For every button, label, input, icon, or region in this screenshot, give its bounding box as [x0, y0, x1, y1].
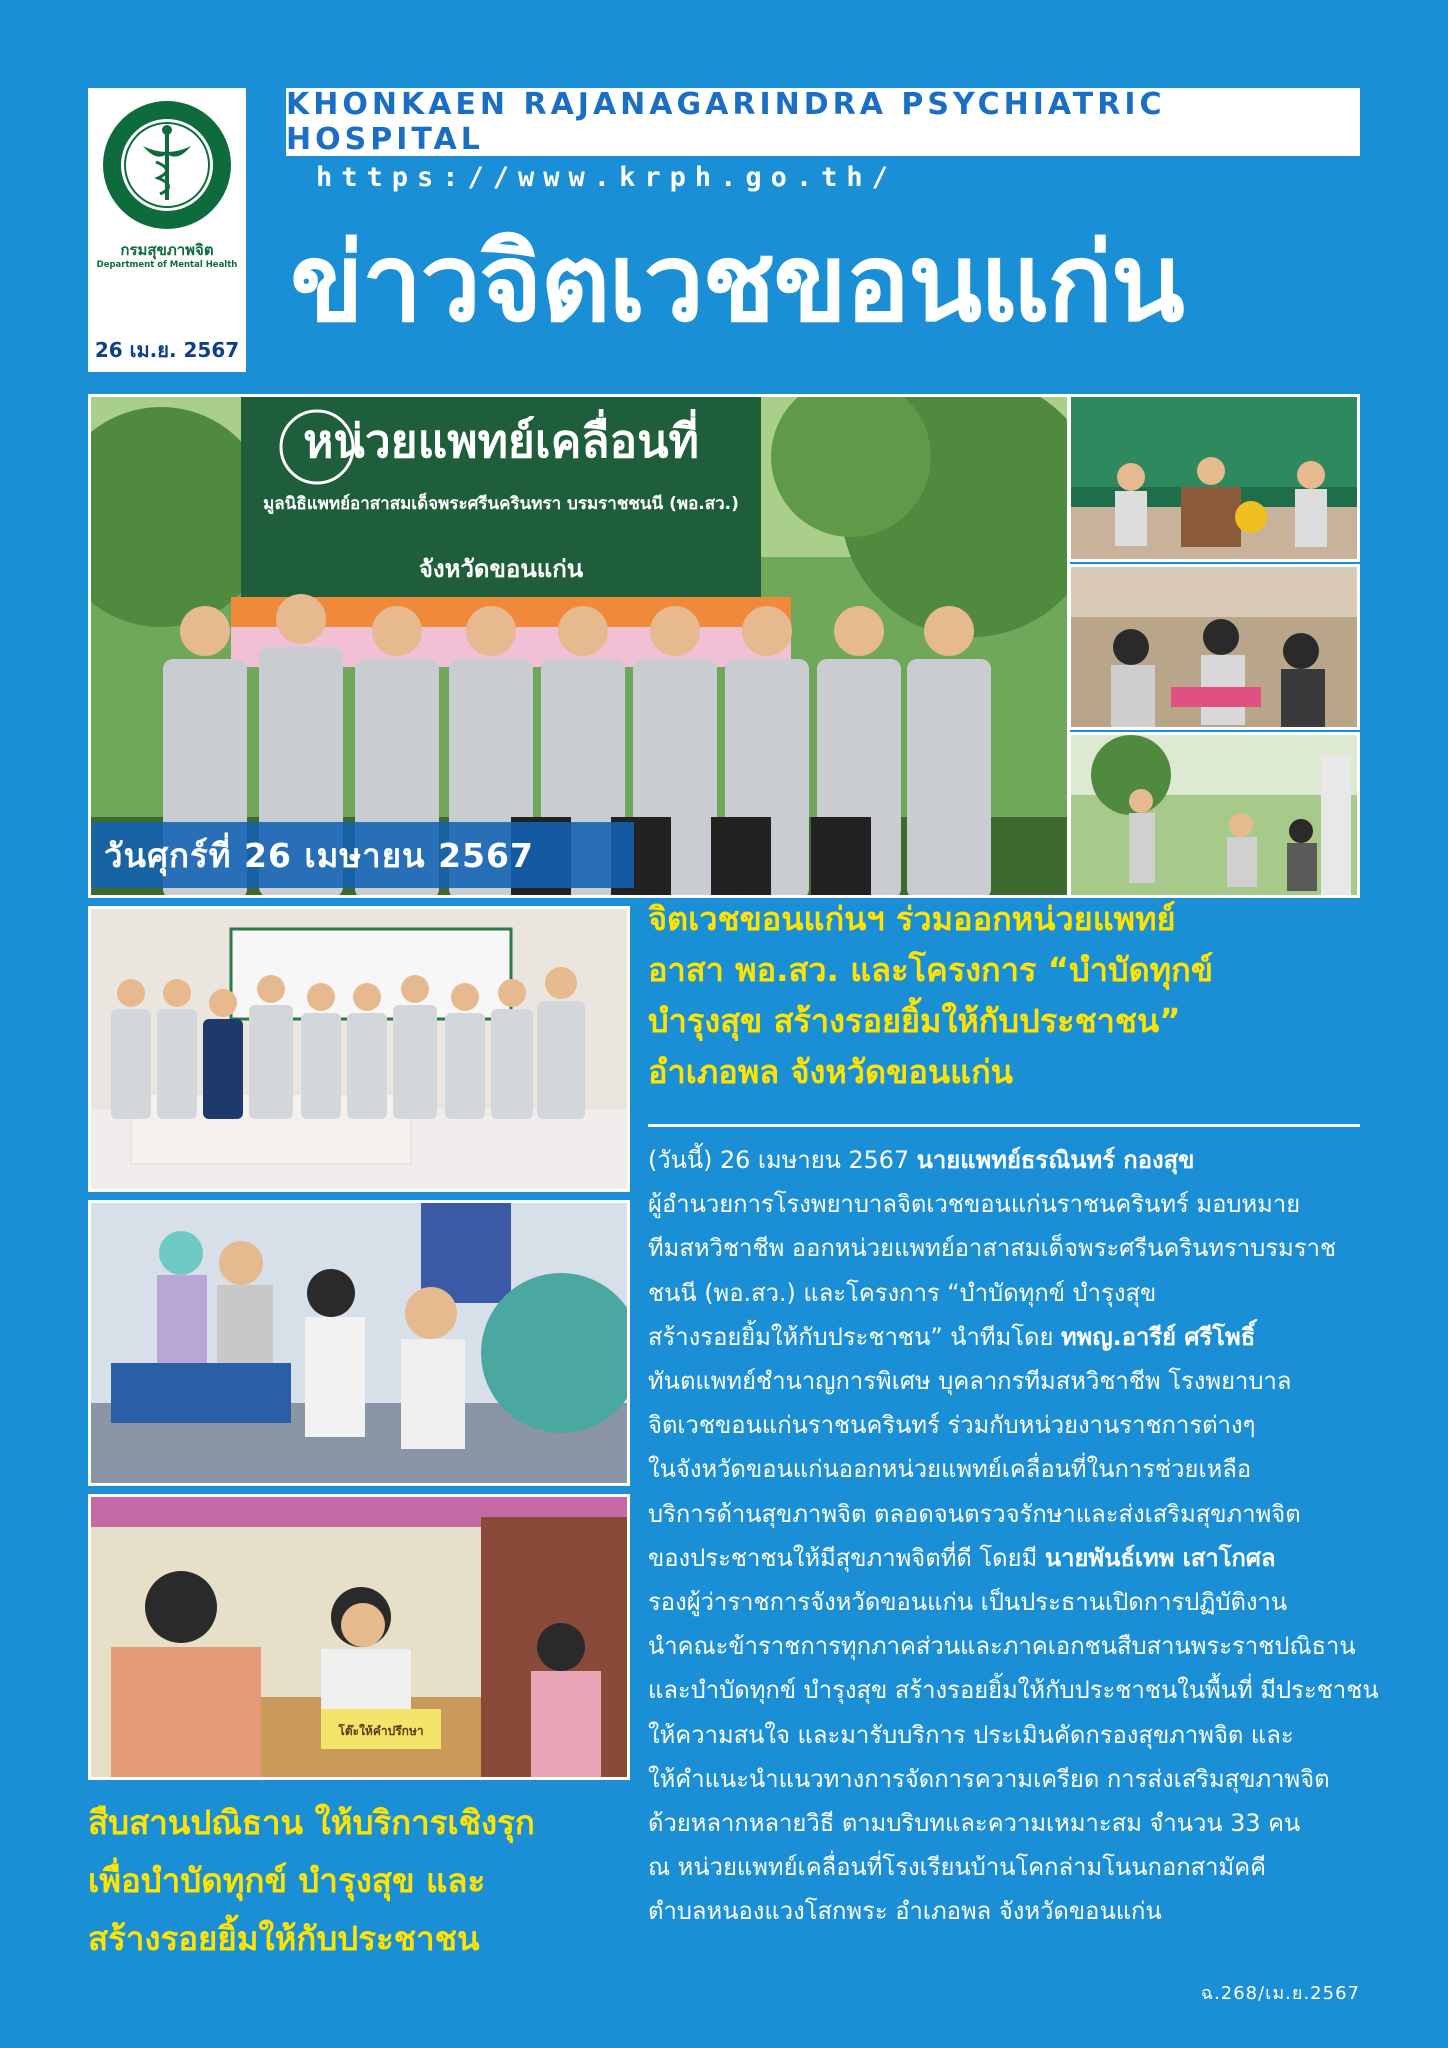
- headline-line-4: อำเภอพล จังหวัดขอนแก่น: [648, 1053, 1013, 1091]
- article-headline: [648, 894, 1360, 1098]
- tagline-line-2: เพื่อบำบัดทุกข์ บำรุงสุข และ: [88, 1861, 486, 1900]
- body-line: ผู้อำนวยการโรงพยาบาลจิตเวชขอนแก่นราชนครินทร์ มอบหมาย: [648, 1190, 1301, 1219]
- body-line: ทันตแพทย์ชำนาญการพิเศษ บุคลากรทีมสหวิชาชีพ โรงพยาบาล: [648, 1367, 1292, 1396]
- issue-date: 26 เม.ย. 2567: [94, 338, 240, 362]
- body-line: ให้ความสนใจ และมารับบริการ ประเมินคัดกรองสุขภาพจิต และ: [648, 1720, 1294, 1749]
- group-activity-photo: [1068, 564, 1360, 730]
- body-line: บริการด้านสุขภาพจิต ตลอดจนตรวจรักษาและส่งเสริมสุขภาพจิต: [648, 1499, 1301, 1528]
- hero-banner-line1: หน่วยแพทย์เคลื่อนที่: [303, 414, 699, 468]
- department-name-thai: กรมสุขภาพจิต: [120, 241, 214, 259]
- body-line: ทีมสหวิชาชีพ ออกหน่วยแพทย์อาสาสมเด็จพระศรีนครินทราบรมราชชนนี (พอ.สว.) และโครงการ “บำบัดทุกข์ บำรุงสุข: [648, 1234, 1337, 1307]
- counsel-desk-sign: โต๊ะให้คำปรึกษา: [338, 1724, 424, 1738]
- body-line: ด้วยหลากหลายวิธี ตามบริบทและความเหมาะสม จำนวน 33 คน: [648, 1809, 1301, 1838]
- body-line: ณ หน่วยแพทย์เคลื่อนที่โรงเรียนบ้านโคกล่ามโนนกอกสามัคคี: [648, 1853, 1267, 1882]
- body-line: ในจังหวัดขอนแก่นออกหน่วยแพทย์เคลื่อนที่ในการช่วยเหลือ: [648, 1455, 1252, 1484]
- hero-banner-line3: จังหวัดขอนแก่น: [418, 555, 584, 583]
- dental-service-photo: [88, 1200, 630, 1486]
- body-text: (วันนี้) 26 เมษายน 2567: [648, 1146, 917, 1174]
- counseling-desk-photo: [88, 1494, 630, 1780]
- headline-line-2: อาสา พอ.สว. และโครงการ “บำบัดทุกข์: [648, 951, 1214, 989]
- logo-card: [88, 88, 246, 372]
- slogan-tagline: [88, 1794, 640, 1968]
- body-line: รองผู้ว่าราชการจังหวัดขอนแก่น เป็นประธานเปิดการปฏิบัติงาน: [648, 1588, 1288, 1617]
- hero-banner-line2: มูลนิธิแพทย์อาสาสมเด็จพระศรีนครินทรา บรมราชชนนี (พอ.สว.): [263, 494, 739, 514]
- headline-line-1: จิตเวชขอนแก่นฯ ร่วมออกหน่วยแพทย์: [648, 900, 1176, 938]
- outdoor-service-photo: [1068, 732, 1360, 898]
- director-name: นายแพทย์ธรณินทร์ กองสุข: [916, 1146, 1195, 1174]
- headline-line-3: บำรุงสุข สร้างรอยยิ้มให้กับประชาชน”: [648, 1002, 1181, 1040]
- body-text: ของประชาชนให้มีสุขภาพจิตที่ดี โดยมี: [648, 1543, 1045, 1572]
- headline-divider: [648, 1124, 1360, 1127]
- ceremony-speech-photo: [1068, 394, 1360, 562]
- hospital-name-banner: KHONKAEN RAJANAGARINDRA PSYCHIATRIC HOSPITAL: [286, 88, 1360, 156]
- body-line: จิตเวชขอนแก่นราชนครินทร์ ร่วมกับหน่วยงานราชการต่างๆ: [648, 1411, 1256, 1440]
- dentist-name: ทพญ.อารีย์ ศรีโพธิ์: [1061, 1322, 1256, 1351]
- article-body: [648, 1138, 1379, 1934]
- body-line: และบำบัดทุกข์ บำรุงสุข สร้างรอยยิ้มให้กับประชาชนในพื้นที่ มีประชาชน: [648, 1676, 1379, 1705]
- tagline-line-3: สร้างรอยยิ้มให้กับประชาชน: [88, 1919, 480, 1958]
- masthead-title: ข่าวจิตเวชขอนแก่น: [290, 221, 1183, 346]
- tagline-line-1: สืบสานปณิธาน ให้บริการเชิงรุก: [88, 1803, 535, 1842]
- issue-reference-number: ฉ.268/เม.ย.2567: [1200, 1983, 1360, 2004]
- deputy-governor-name: นายพันธ์เทพ เสาโกศล: [1044, 1543, 1276, 1572]
- date-overlay-caption: วันศุกร์ที่ 26 เมษายน 2567: [92, 822, 634, 888]
- ministry-seal-icon: [98, 96, 236, 234]
- body-line: ให้คำแนะนำแนวทางการจัดการความเครียด การส่งเสริมสุขภาพจิต: [648, 1764, 1330, 1793]
- website-link[interactable]: https://www.krph.go.th/: [316, 162, 897, 193]
- body-line: นำคณะข้าราชการทุกภาคส่วนและภาคเอกชนสืบสานพระราชปณิธาน: [648, 1632, 1356, 1661]
- body-text: สร้างรอยยิ้มให้กับประชาชน” นำทีมโดย: [648, 1322, 1061, 1351]
- team-booth-photo: [88, 906, 630, 1192]
- body-line: ตำบลหนองแวงโสกพระ อำเภอพล จังหวัดขอนแก่น: [648, 1897, 1162, 1926]
- department-name-english: Department of Mental Health: [96, 260, 238, 270]
